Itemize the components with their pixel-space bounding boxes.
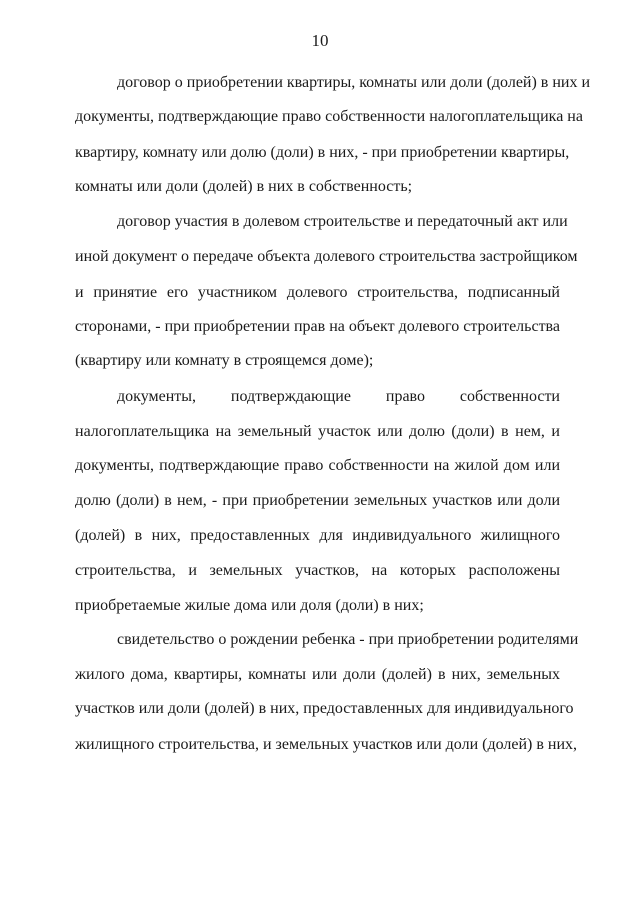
text-line: документы, подтверждающие право собственности: [117, 388, 560, 405]
page-number: 10: [311, 31, 329, 50]
text-line: документы, подтверждающие право собственности налогоплательщика на: [75, 108, 583, 125]
text-line: долю (доли) в нем, - при приобретении земельных участков или доли: [75, 492, 560, 509]
text-line: (долей) в них, предоставленных для индивидуального жилищного: [75, 527, 560, 544]
text-line: строительства, и земельных участков, на которых расположены: [75, 562, 560, 579]
text-line: договор участия в долевом строительстве и передаточный акт или: [117, 213, 568, 230]
text-line: жилищного строительства, и земельных участков или доли (долей) в них,: [75, 736, 578, 753]
text-line: и принятие его участником долевого строительства, подписанный: [75, 284, 560, 301]
text-line: (квартиру или комнату в строящемся доме);: [75, 352, 374, 369]
text-line: налогоплательщика на земельный участок или долю (доли) в нем, и: [75, 423, 560, 440]
text-line: участков или доли (долей) в них, предоставленных для индивидуального: [75, 700, 574, 717]
text-line: документы, подтверждающие право собственности на жилой дом или: [75, 457, 560, 474]
text-line: иной документ о передаче объекта долевого строительства застройщиком: [75, 248, 578, 265]
text-line: договор о приобретении квартиры, комнаты или доли (долей) в них и: [117, 74, 591, 91]
text-line: жилого дома, квартиры, комнаты или доли (долей) в них, земельных: [75, 666, 560, 683]
text-line: приобретаемые жилые дома или доля (доли) в них;: [75, 597, 424, 614]
text-line: квартиру, комнату или долю (доли) в них, - при приобретении квартиры,: [75, 144, 570, 161]
text-line: комнаты или доли (долей) в них в собственность;: [75, 178, 413, 195]
text-line: свидетельство о рождении ребенка - при приобретении родителями: [117, 631, 579, 648]
text-line: сторонами, - при приобретении прав на объект долевого строительства: [75, 318, 560, 335]
